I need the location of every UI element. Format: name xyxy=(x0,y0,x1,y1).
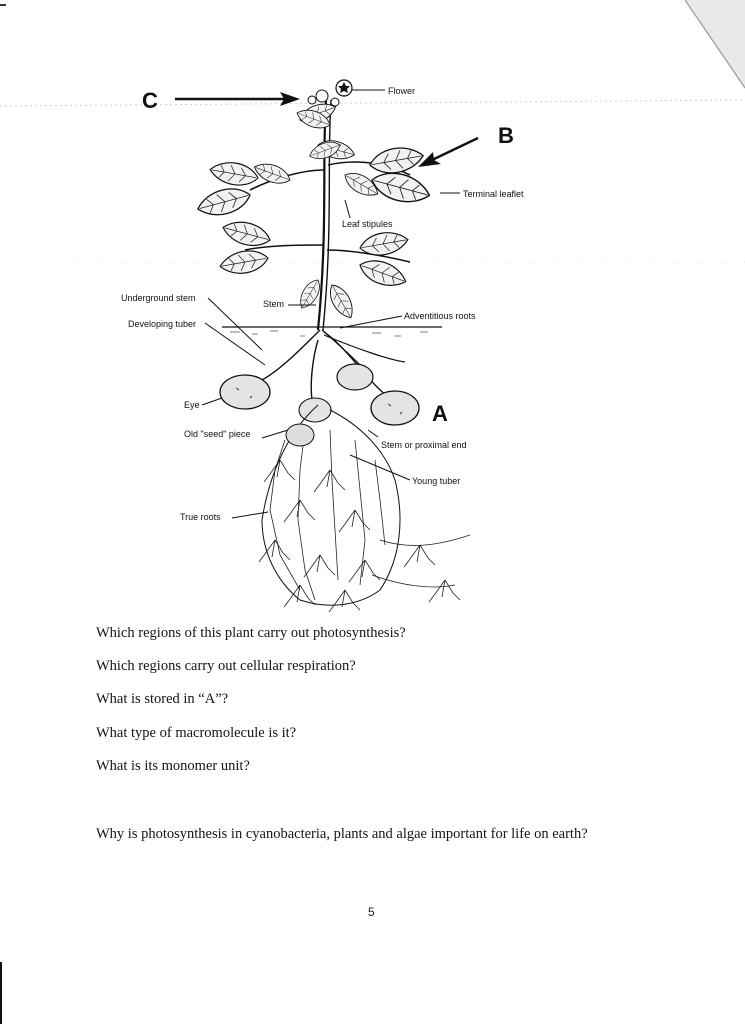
label-developing-tuber: Developing tuber xyxy=(128,319,197,329)
scan-edge-mark-bottom xyxy=(0,962,2,1024)
marker-b: B xyxy=(498,123,514,148)
question-macromolecule-type: What type of macromolecule is it? xyxy=(96,725,297,741)
label-old-seed-piece: Old "seed" piece xyxy=(184,429,251,439)
soil-line xyxy=(222,327,442,336)
label-young-tuber: Young tuber xyxy=(412,476,461,486)
underground-stems xyxy=(262,330,405,400)
label-true-roots: True roots xyxy=(180,512,221,522)
label-leaf-stipules: Leaf stipules xyxy=(342,219,393,229)
old-seed-piece xyxy=(286,424,314,446)
label-stem: Stem xyxy=(263,299,285,309)
flower xyxy=(308,80,352,106)
page-number: 5 xyxy=(368,905,375,919)
question-photosynthesis-regions: Which regions of this plant carry out photosynthesis? xyxy=(96,625,406,641)
label-terminal-leaflet: Terminal leaflet xyxy=(463,189,524,199)
marker-arrow-b xyxy=(418,138,478,167)
label-underground-stem: Underground stem xyxy=(121,293,196,303)
question-respiration-regions: Which regions carry out cellular respiration? xyxy=(96,658,356,674)
marker-arrow-c xyxy=(175,92,300,106)
foliage xyxy=(195,99,433,322)
tubers xyxy=(220,364,419,425)
marker-c: C xyxy=(142,88,158,113)
label-eye: Eye xyxy=(184,400,200,410)
label-flower: Flower xyxy=(388,86,416,96)
marker-a: A xyxy=(432,401,448,426)
question-monomer-unit: What is its monomer unit? xyxy=(96,758,250,774)
plant-stem xyxy=(245,100,410,330)
question-photosynthesis-importance: Why is photosynthesis in cyanobacteria, plants and algae important for life on earth? xyxy=(96,826,588,842)
label-stem-proximal-end: Stem or proximal end xyxy=(381,440,467,450)
label-adventitious-roots: Adventitious roots xyxy=(404,311,476,321)
question-stored-in-a: What is stored in “A”? xyxy=(96,691,229,707)
